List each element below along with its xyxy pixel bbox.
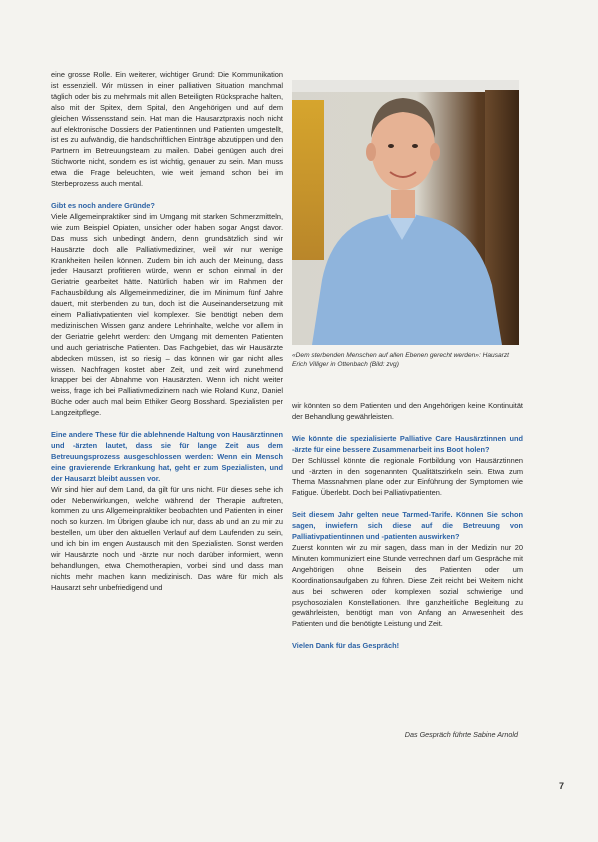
portrait-photo [292, 80, 519, 345]
right-column [292, 401, 523, 652]
question-heading: Gibt es noch andere Gründe? [51, 200, 155, 210]
photo-caption: «Dem sterbenden Menschen auf allen Ebenen gerecht werden»: Hausarzt Erich Villiger in Ottenbach (Bild: zvg) [292, 352, 509, 368]
paragraph: Der Schlüssel könnte die regionale Fortbildung von Hausärztinnen und -ärzten in den sogenannten Qualitätszirkeln sein. Etwa zum Thema Massnahmen plane oder zur Einführung der Symptomen wie Fatigue. Überlebt. Doch bei Palliativpatienten. [292, 455, 523, 498]
page-number: 7 [559, 781, 565, 791]
paragraph: eine grosse Rolle. Ein weiterer, wichtiger Grund: Die Kommunikation ist essenziell. Wir müssen in einer palliativen Situation manchmal täglich oder bis zu mehrmals mit allen Beteiligten Rücksprache halten, also mit der Spitex, dem Spital, den Angehörigen und auf dem gleichen Wissensstand sein. Hat man die Hausarztpraxis noch nicht auf elektronische Dossiers der Patientinnen und Patienten umgestellt, ist es zu aufwändig, die handschriftlichen Einträge abzutippen und den Partnern im Betreuungsteam zu mailen. Dabei genügen auch drei Stichworte nicht, sondern es ist wichtig, genauer zu sein. Man muss etwa die Frage beleuchten, wie weit jemand schon bei im Sterbeprozess auch mental. [51, 70, 283, 189]
paragraph: Viele Allgemeinpraktiker sind im Umgang mit starken Schmerzmitteln, wie zum Beispiel Opiaten, unsicher oder haben sogar Angst davor. Das muss sich unbedingt ändern, denn grundsätzlich sind wir Hausärzte doch alle Palliativmediziner, weil wir nur wenige Krankheiten heilen können. Zudem bin ich auch der Meinung, dass jeder Hausarzt profitieren würde, wenn er schon einmal in der Geriatrie gearbeitet hätte. Natürlich haben wir im Rahmen der Fachausbildung als Allgemeinmediziner, die im Minimum fünf Jahre dauert, mit sterbenden zu tun, doch ist die Auseinandersetzung mit einem Palliativpatienten viel komplexer. Sie benötigt neben dem medizinischen Wissen ganz andere Lehrinhalte, welche vor allem in der Geriatrie gelehrt werden: den Umgang mit dementen Patienten und auch geriatrische Patienten. Das Fachgebiet, das wir Hausärzte abdecken müssen, ist so riesig – das können wir gar nicht alles wissen. Nachfragen kostet aber Zeit, und zeit wird zunehmend knapper bei der Abnahme von Hausärzten. Wenn ich nicht weiter weiss, frage ich bei Palliativmedizinern nach wie Roland Kunz, Daniel Büche oder auch mal beim Ethiker Georg Bosshard. Spezialisten per Langzeitpflege. [51, 211, 283, 418]
paragraph: Wir sind hier auf dem Land, da gilt für uns nicht. Für dieses sehe ich oder Nebenwirkungen, welche während der Therapie auftreten, kommen zu uns Allgemeinpraktiker beobachten und Patienten in einer noch so kurzen. Im Übrigen glaube ich nur, dass ab und an zu mir zu bestellen, um über den aktuellen Verlauf auf dem Laufenden zu sein, und ich bin im engen Austausch mit den Spezialisten. Sonst werden wir Hausärzte noch und -ärzte nur noch darüber informiert, wenn behandlungen, etwa Chemotherapien, vorbei sind und dass man nichts mehr machen kann medizinisch. Das wäre für mich als Hausarzt sehr unbefriedigend und [51, 484, 283, 592]
question-heading: Wie könnte die spezialisierte Palliative Care Hausärztinnen und -ärzte für eine bessere Zusammenarbeit ins Boot holen? [292, 433, 523, 454]
portrait-figure [292, 80, 519, 345]
paragraph: Zuerst konnten wir zu mir sagen, dass man in der Medizin nur 20 Minuten kommuniziert eine Stunde verrechnen darf um Gespräche mit Angehörigen ohne Beisein des Patienten oder um Koordinationsaufgaben zu führen. Diese Zeit reicht bei Weitem nicht aus bei schweren oder komplexen sozial schwierige und psychosozialen Konstellationen. Ihre ganzheitliche Begleitung zu gewährleisten, benötigt man von Anfang an Anwesenheit des Patienten und die benötigte Leistung und Zeit. [292, 542, 523, 629]
question-heading: Seit diesem Jahr gelten neue Tarmed-Tarife. Können Sie schon sagen, inwiefern sich diese auf die Betreuung von Palliativpatientinnen und -patienten auswirken? [292, 510, 523, 542]
question-heading: Eine andere These für die ablehnende Haltung von Hausärztinnen und -ärzten lautet, dass sie für lange Zeit aus dem Betreuungsprozess ausgeschlossen werden: Wenn ein Mensch eine gravierende Erkrankung hat, geht er zum Spezialisten, und der Hausarzt bleibt aussen vor. [51, 430, 283, 483]
closing-line: Vielen Dank für das Gespräch! [292, 641, 400, 651]
left-column [51, 70, 283, 594]
paragraph: wir könnten so dem Patienten und den Angehörigen keine Kontinuität der Behandlung gewährleisten. [292, 401, 523, 421]
interviewer-credit: Das Gespräch führte Sabine Arnold [404, 730, 518, 739]
